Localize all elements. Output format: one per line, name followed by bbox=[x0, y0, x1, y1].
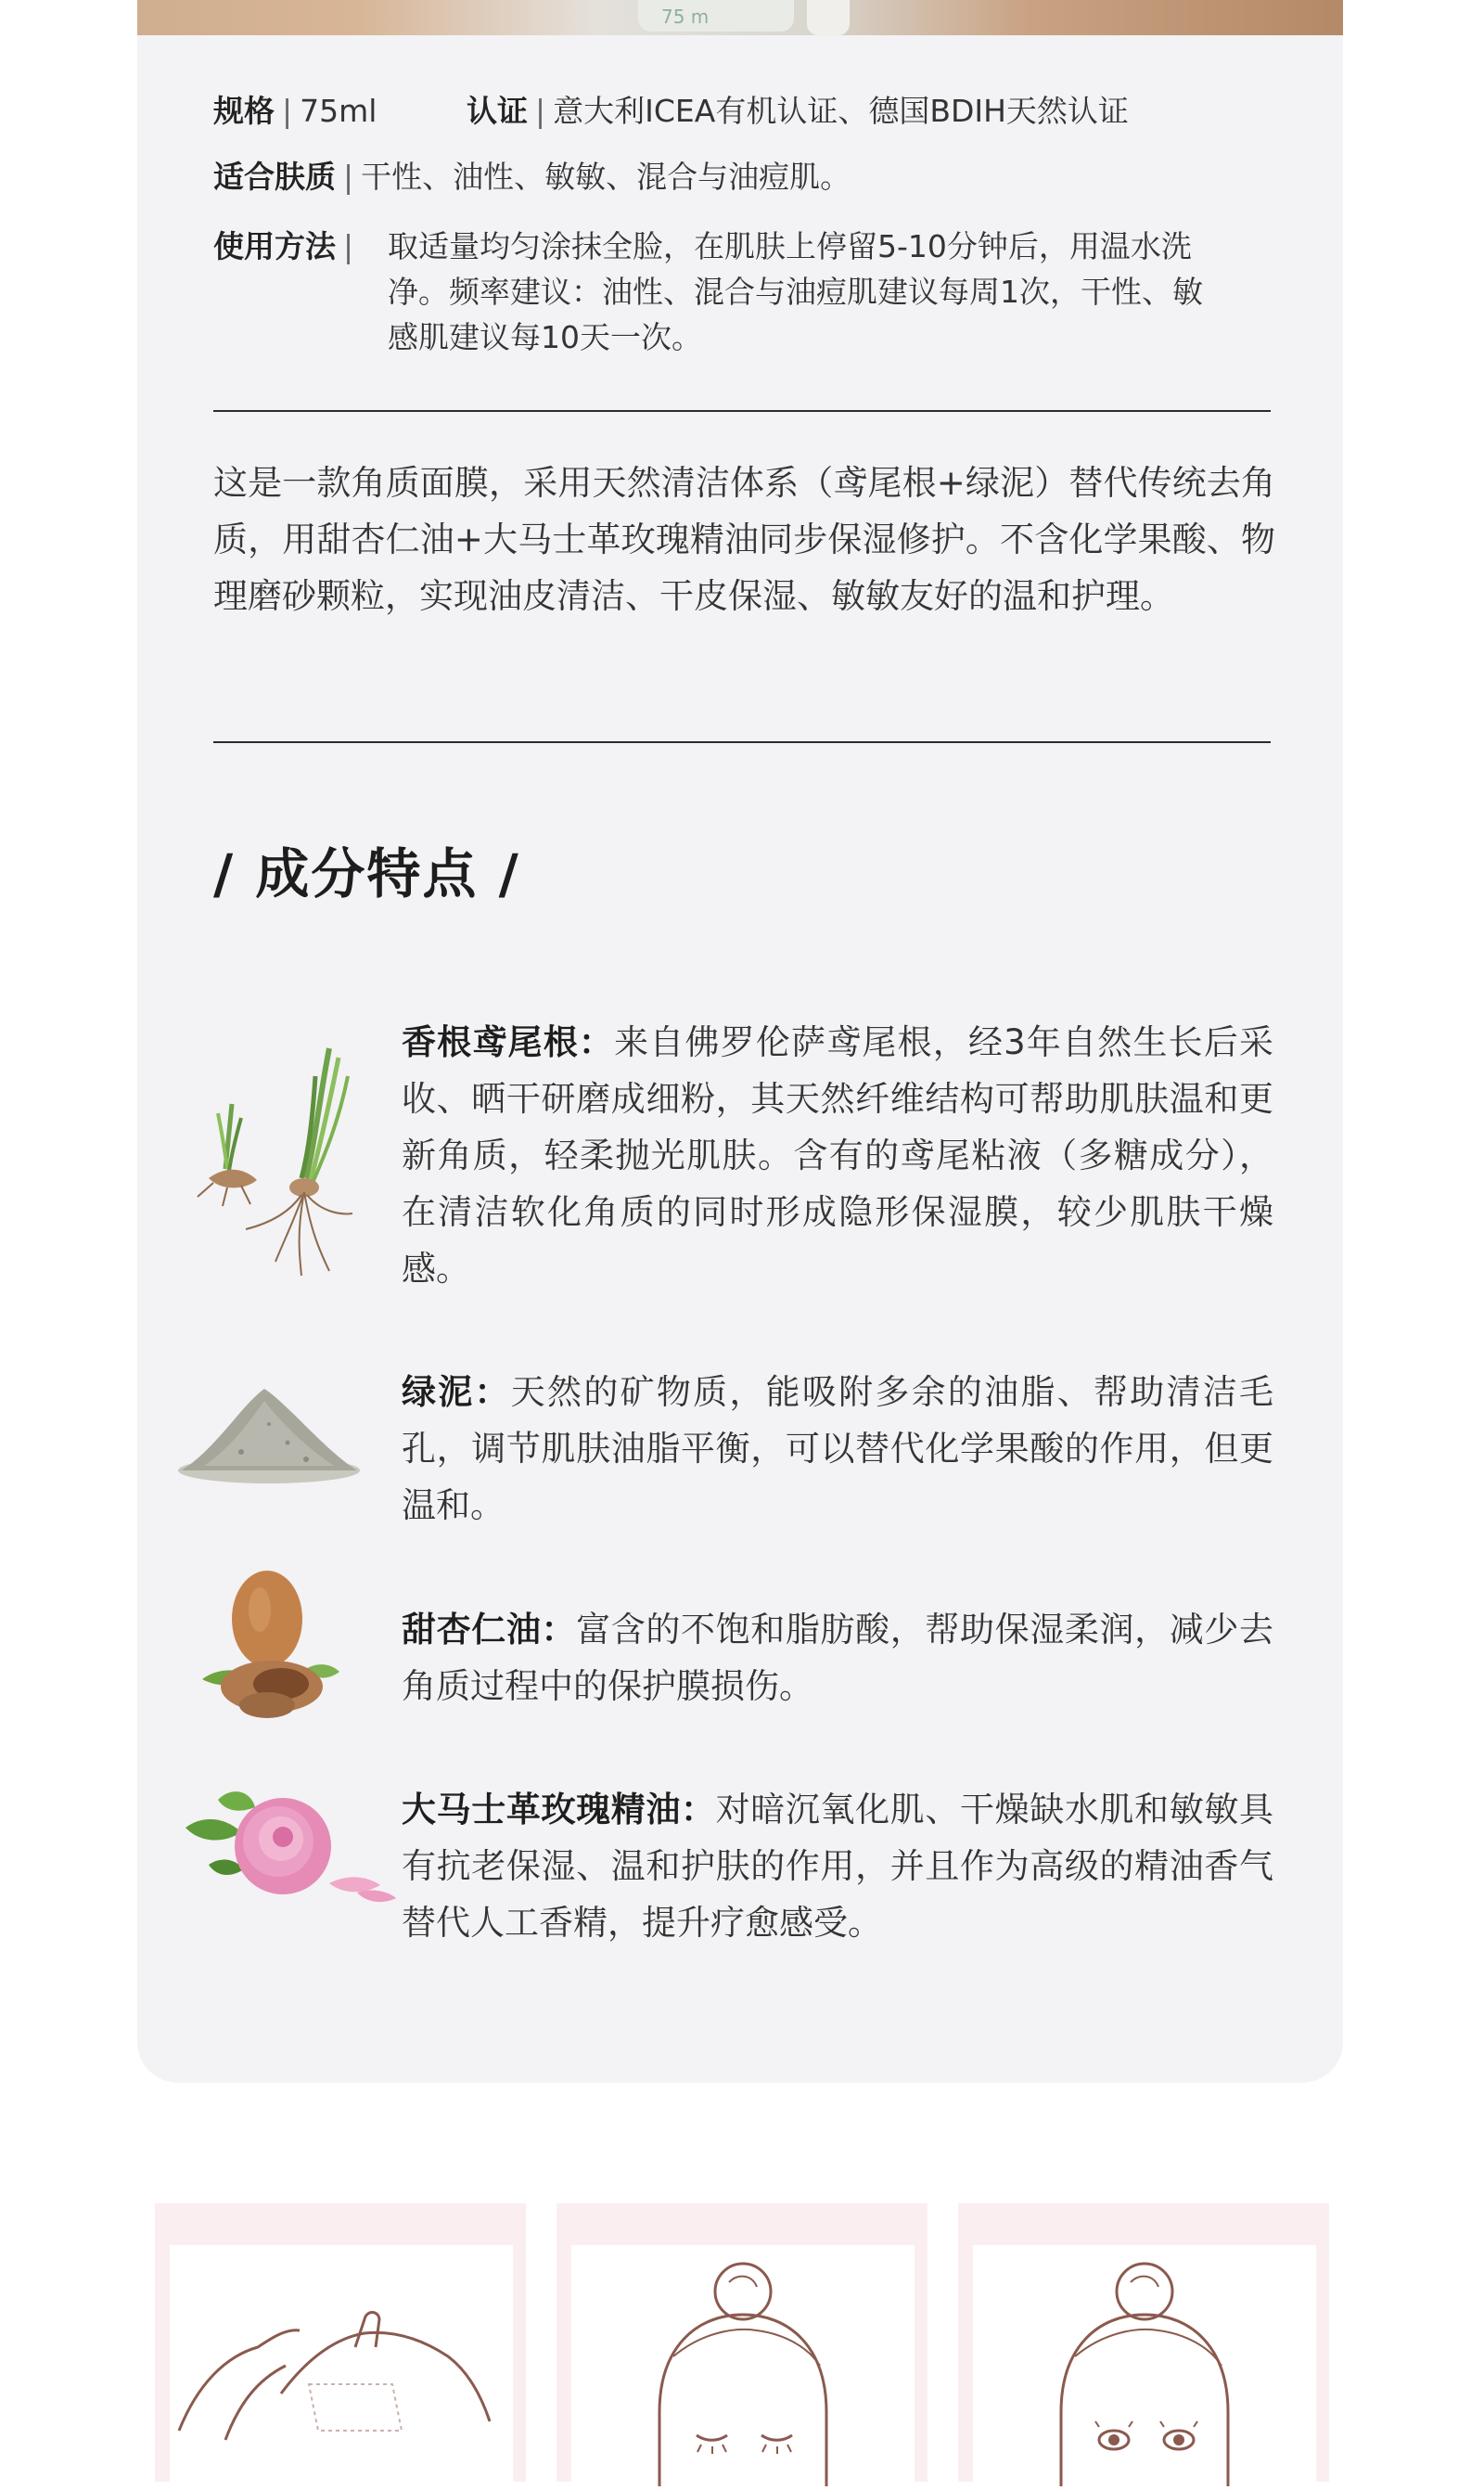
spec-separator: | bbox=[535, 93, 546, 129]
section-title: / 成分特点 / bbox=[213, 842, 520, 905]
ingredient-description: 富含的不饱和脂肪酸，帮助保湿柔润，减少去角质过程中的保护膜损伤。 bbox=[402, 1610, 1273, 1706]
product-photo-strip bbox=[137, 0, 1343, 35]
ingredient-name: 大马士革玫瑰精油： bbox=[402, 1790, 716, 1829]
spec-usage-line-1: 取适量均匀涂抹全脸，在肌肤上停留5-10分钟后，用温水洗 bbox=[388, 228, 1192, 264]
divider-top bbox=[213, 410, 1271, 412]
spec-usage-label: 使用方法 bbox=[213, 228, 336, 264]
spec-size-row bbox=[213, 89, 377, 134]
step-card-2 bbox=[556, 2203, 928, 2482]
product-cap-image bbox=[807, 0, 850, 35]
spec-usage-line-3: 感肌建议每10天一次。 bbox=[388, 319, 702, 355]
ingredient-name: 甜杏仁油： bbox=[402, 1610, 577, 1649]
spec-skin-row bbox=[213, 155, 851, 199]
step-card-inner bbox=[973, 2245, 1316, 2486]
iris-root-icon bbox=[190, 1039, 362, 1280]
spec-size-label: 规格 bbox=[213, 93, 275, 129]
ingredient-name: 香根鸢尾根： bbox=[402, 1022, 615, 1062]
green-clay-icon bbox=[176, 1378, 362, 1489]
divider-bottom bbox=[213, 741, 1271, 743]
damask-rose-icon bbox=[181, 1781, 403, 1911]
face-eyes-open-icon bbox=[973, 2245, 1316, 2486]
ingredient-almond bbox=[402, 1601, 1273, 1714]
ingredient-green-clay bbox=[402, 1364, 1273, 1534]
face-eyes-closed-icon bbox=[571, 2245, 915, 2486]
spec-cert-value: 意大利ICEA有机认证、德国BDIH天然认证 bbox=[553, 93, 1129, 129]
ingredient-description: 天然的矿物质，能吸附多余的油脂、帮助清洁毛孔，调节肌肤油脂平衡，可以替代化学果酸的作用，但更温和。 bbox=[402, 1372, 1274, 1525]
ingredient-description: 对暗沉氧化肌、干燥缺水肌和敏敏具有抗老保湿、温和护肤的作用，并且作为高级的精油香气替代人工香精，提升疗愈感受。 bbox=[402, 1790, 1273, 1943]
step-card-inner bbox=[170, 2245, 513, 2486]
product-intro: 这是一款角质面膜，采用天然清洁体系（鸢尾根+绿泥）替代传统去角质，用甜杏仁油+大马士革玫瑰精油同步保湿修护。不含化学果酸、物理磨砂颗粒，实现油皮清洁、干皮保湿、敏敏友好的温和护理。 bbox=[213, 463, 1275, 616]
ingredient-description: 来自佛罗伦萨鸢尾根，经3年自然生长后采收、晒干研磨成细粉，其天然纤维结构可帮助肌肤温和更新角质，轻柔抛光肌肤。含有的鸢尾粘液（多糖成分），在清洁软化角质的同时形成隐形保湿膜，较少肌肤干燥感。 bbox=[402, 1022, 1274, 1289]
spec-cert-label: 认证 bbox=[467, 93, 528, 129]
ingredient-name: 绿泥： bbox=[402, 1372, 511, 1412]
spec-cert-row bbox=[467, 89, 1129, 134]
spec-skin-value: 干性、油性、敏敏、混合与油痘肌。 bbox=[361, 159, 851, 195]
step-card-inner bbox=[571, 2245, 915, 2486]
ingredient-iris bbox=[402, 1014, 1273, 1297]
spec-skin-label: 适合肤质 bbox=[213, 159, 336, 195]
hands-illustration-icon bbox=[170, 2245, 513, 2486]
spec-separator: | bbox=[343, 228, 354, 264]
spec-separator: | bbox=[343, 159, 354, 195]
step-card-3 bbox=[958, 2203, 1329, 2482]
ingredient-damask-rose bbox=[402, 1781, 1273, 1951]
tube-label: 75 m bbox=[661, 6, 710, 28]
step-card-1 bbox=[155, 2203, 526, 2482]
spec-separator: | bbox=[282, 93, 293, 129]
spec-size-value: 75ml bbox=[300, 93, 377, 129]
spec-usage-row bbox=[213, 225, 361, 269]
almond-icon bbox=[193, 1568, 341, 1726]
spec-usage-line-2: 净。频率建议：油性、混合与油痘肌建议每周1次，干性、敏 bbox=[388, 274, 1203, 310]
